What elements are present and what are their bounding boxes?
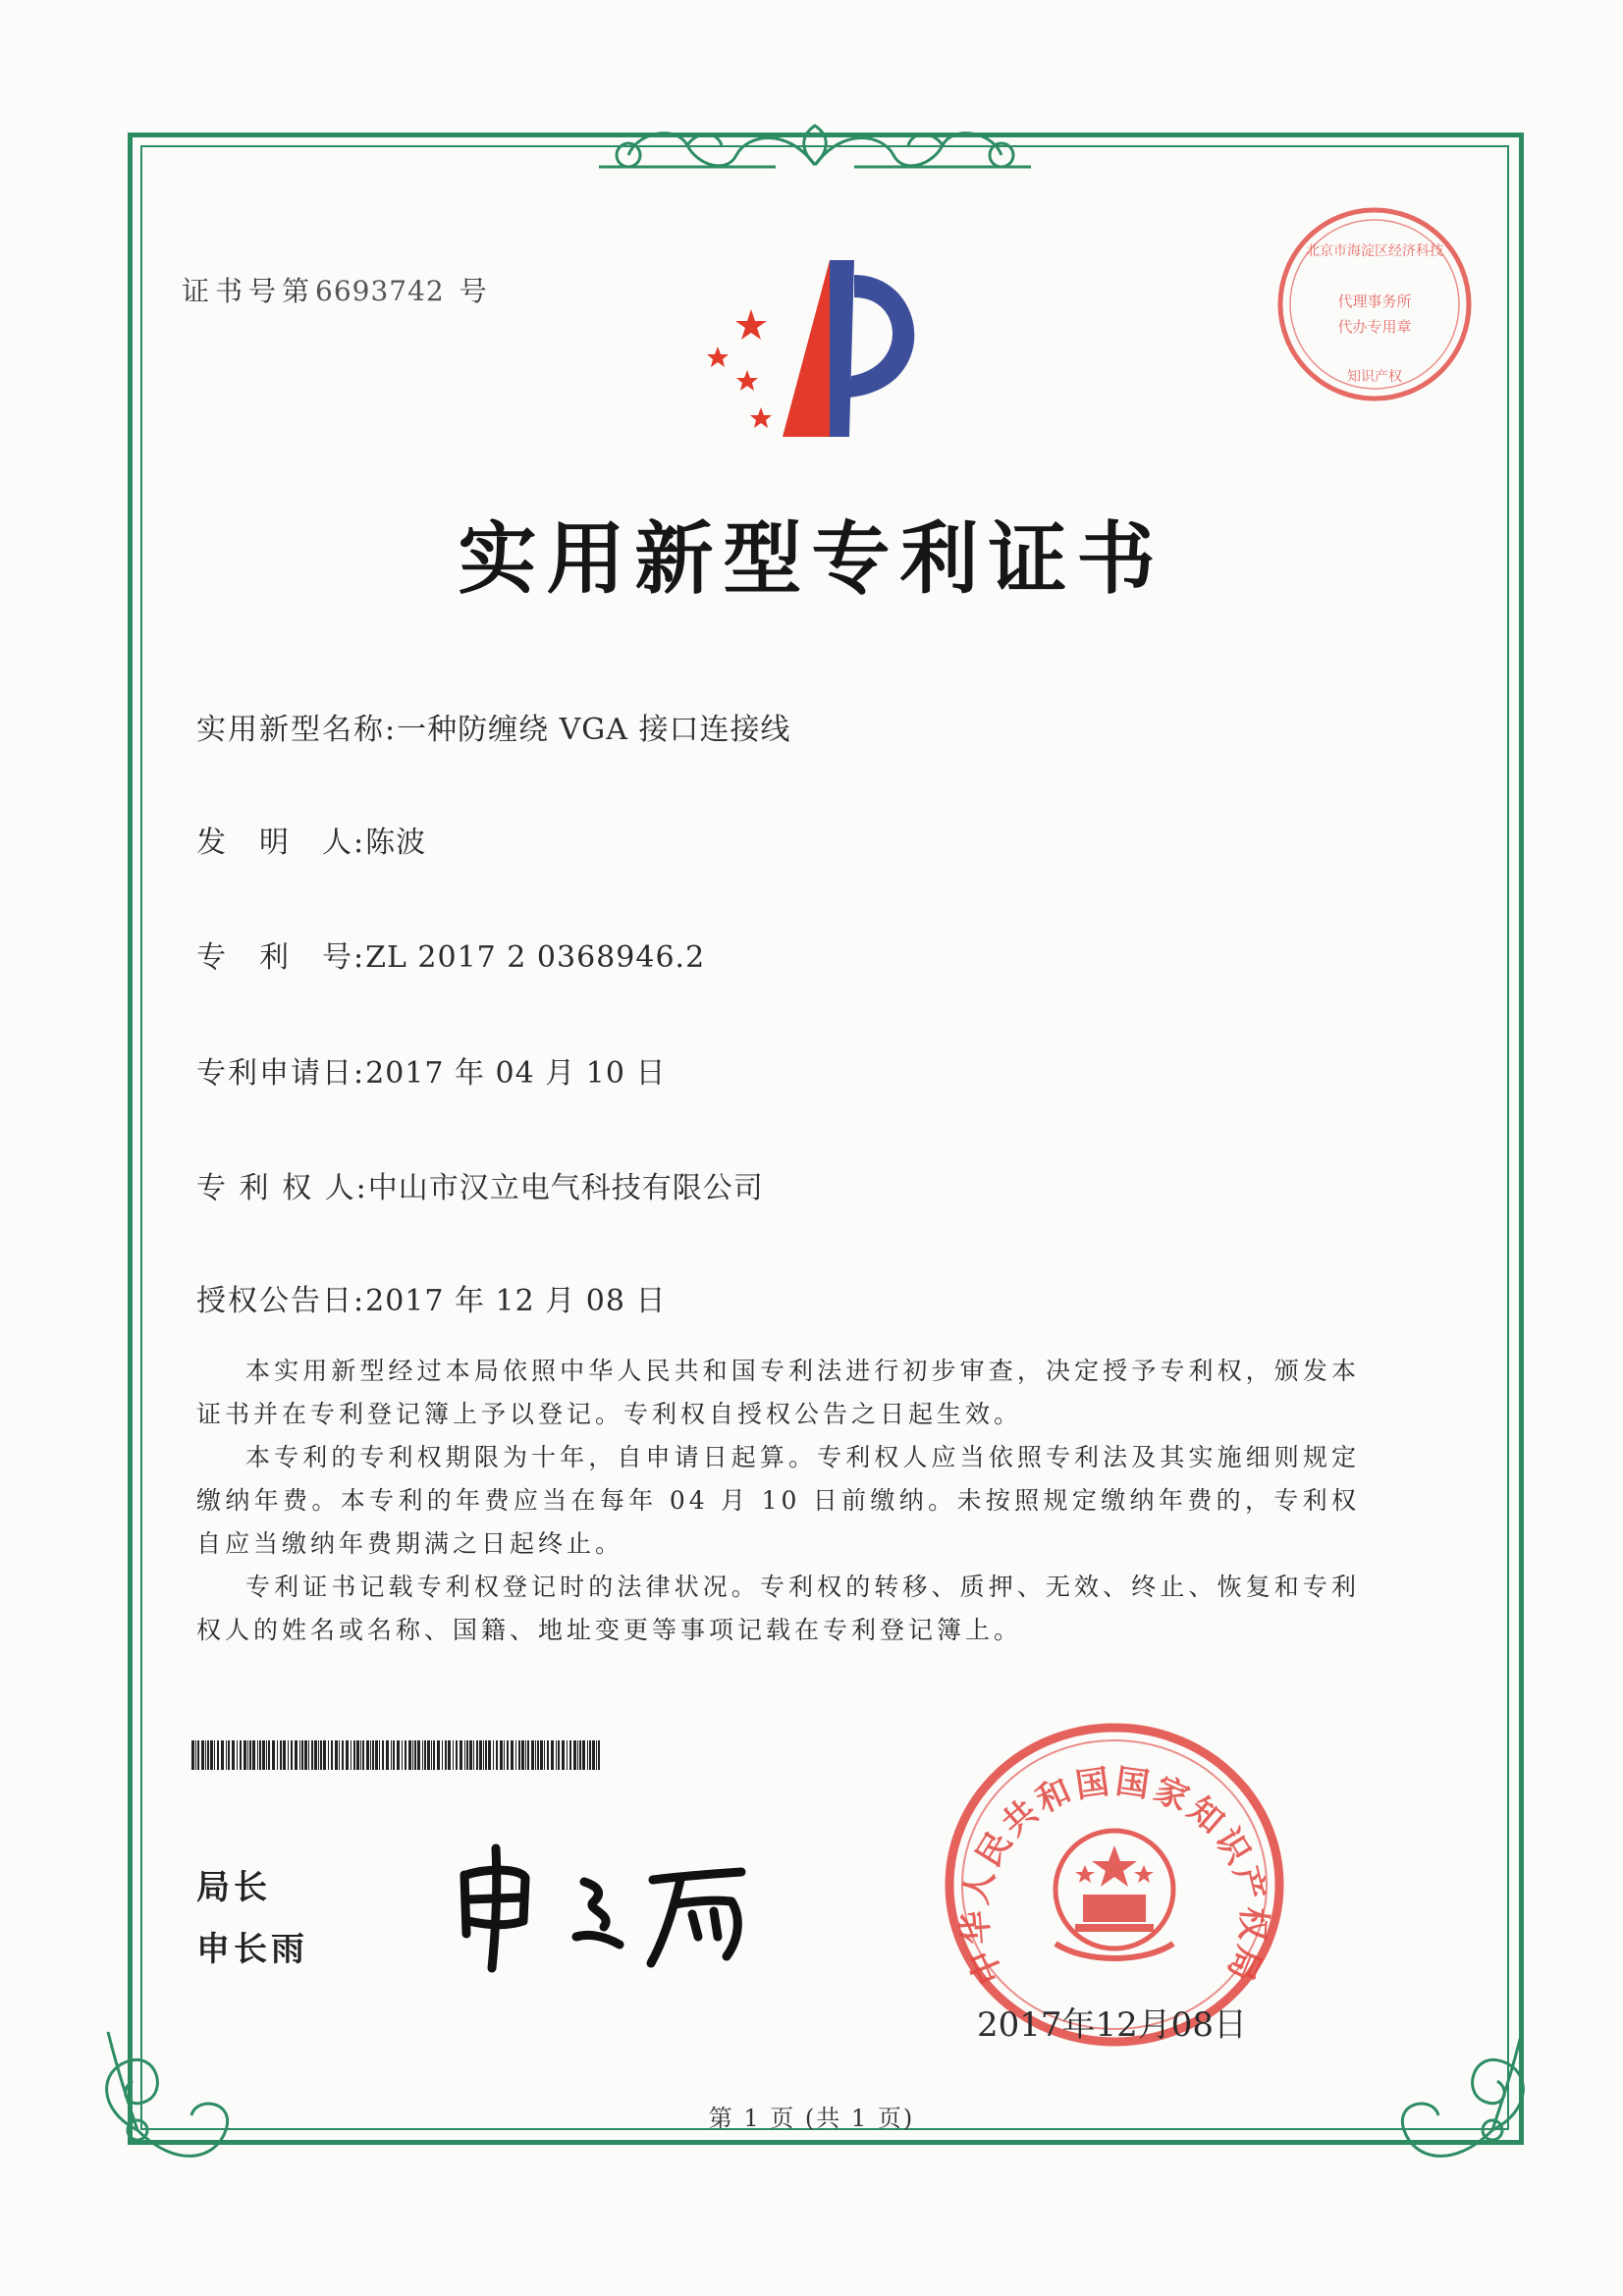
barcode-bar xyxy=(437,1740,440,1770)
barcode-bar xyxy=(266,1740,267,1770)
barcode-bar xyxy=(445,1740,447,1770)
utility-model-name-row xyxy=(196,705,790,748)
barcode-bar xyxy=(558,1740,560,1770)
barcode-bar xyxy=(291,1740,293,1770)
barcode-bar xyxy=(442,1740,443,1770)
barcode-bar xyxy=(540,1740,543,1770)
barcode-bar xyxy=(386,1740,389,1770)
svg-text:知识产权: 知识产权 xyxy=(1347,369,1402,385)
barcode-bar xyxy=(299,1740,300,1770)
barcode-bar xyxy=(573,1740,576,1770)
barcode-bar xyxy=(537,1740,539,1770)
utility-model-name-value: 一种防缠绕 VGA 接口连接线 xyxy=(397,713,791,747)
filing-date-value: 2017 年 04 月 10 日 xyxy=(365,1056,667,1091)
patentee-row xyxy=(196,1163,764,1206)
barcode-bar xyxy=(427,1740,430,1770)
barcode-icon xyxy=(191,1740,604,1770)
barcode-bar xyxy=(252,1740,255,1770)
patentee-label: 专 利 权 人: xyxy=(196,1171,368,1205)
grant-date-value: 2017 年 12 月 08 日 xyxy=(365,1284,667,1318)
certificate-title: 实用新型专利证书 xyxy=(458,513,1165,605)
top-ornament-icon xyxy=(579,106,1051,194)
barcode-bar xyxy=(237,1740,238,1770)
barcode-bar xyxy=(577,1740,578,1770)
barcode-bar xyxy=(535,1740,536,1770)
barcode-bar xyxy=(453,1740,454,1770)
barcode-bar xyxy=(473,1740,474,1770)
barcode-bar xyxy=(556,1740,557,1770)
barcode-bar xyxy=(226,1740,227,1770)
barcode-bar xyxy=(323,1740,326,1770)
barcode-bar xyxy=(476,1740,478,1770)
certificate-number xyxy=(182,270,493,309)
barcode-bar xyxy=(311,1740,313,1770)
barcode-bar xyxy=(228,1740,230,1770)
barcode-bar xyxy=(592,1740,595,1770)
barcode-bar xyxy=(414,1740,416,1770)
barcode-bar xyxy=(518,1740,520,1770)
patent-number-value: ZL 2017 2 0368946.2 xyxy=(365,940,706,975)
seal-date: 2017年12月08日 xyxy=(977,2005,1248,2045)
barcode-bar xyxy=(521,1740,524,1770)
body-paragraph-2: 本专利的专利权期限为十年，自申请日起算。专利权人应当依照专利法及其实施细则规定缴纳年费。本专利的年费应当在每年 04 月 10 日前缴纳。未按照规定缴纳年费的，专利权自应当缴纳年费期满之日起终止。 xyxy=(196,1443,1360,1558)
barcode-bar xyxy=(422,1740,423,1770)
barcode-bar xyxy=(527,1740,529,1770)
barcode-bar xyxy=(397,1740,400,1770)
barcode-bar xyxy=(507,1740,509,1770)
barcode-bar xyxy=(515,1740,516,1770)
grant-date-label: 授权公告日: xyxy=(196,1284,366,1318)
barcode-bar xyxy=(342,1740,344,1770)
svg-text:北京市海淀区经济科技: 北京市海淀区经济科技 xyxy=(1306,243,1443,259)
barcode-bar xyxy=(417,1740,420,1770)
barcode-bar xyxy=(567,1740,568,1770)
barcode-bar xyxy=(485,1740,487,1770)
barcode-bar xyxy=(240,1740,242,1770)
barcode-bar xyxy=(328,1740,329,1770)
barcode-bar xyxy=(466,1740,468,1770)
barcode-bar xyxy=(496,1740,498,1770)
barcode-bar xyxy=(402,1740,403,1770)
filing-date-row xyxy=(196,1048,667,1092)
signatory-title: 局长 xyxy=(196,1868,271,1907)
barcode-bar xyxy=(257,1740,258,1770)
grant-date-row xyxy=(196,1276,667,1319)
certificate-number-label: 证书号第 xyxy=(182,275,316,307)
barcode-bar xyxy=(488,1740,491,1770)
barcode-bar xyxy=(483,1740,484,1770)
barcode-bar xyxy=(346,1740,349,1770)
barcode-bar xyxy=(277,1740,278,1770)
barcode-bar xyxy=(356,1740,359,1770)
barcode-bar xyxy=(582,1740,585,1770)
barcode-bar xyxy=(460,1740,462,1770)
barcode-bar xyxy=(272,1740,275,1770)
barcode-bar xyxy=(431,1740,432,1770)
inventor-label: 发 明 人: xyxy=(196,826,366,860)
barcode-bar xyxy=(259,1740,261,1770)
barcode-bar xyxy=(544,1740,545,1770)
patent-office-logo-icon xyxy=(692,250,938,447)
big-seal-text: 中华人民共和国国家知识产权局 xyxy=(955,1761,1273,1990)
barcode-bar xyxy=(587,1740,588,1770)
signatory-name: 申长雨 xyxy=(196,1930,308,1969)
patent-number-row xyxy=(196,933,705,976)
certificate-number-value: 6693742 xyxy=(315,275,445,307)
barcode-bar xyxy=(304,1740,307,1770)
barcode-bar xyxy=(268,1740,270,1770)
barcode-bar xyxy=(366,1740,369,1770)
svg-text:代理事务所: 代理事务所 xyxy=(1337,293,1412,310)
barcode-bar xyxy=(589,1740,591,1770)
body-paragraph-3: 专利证书记载专利权登记时的法律状况。专利权的转移、质押、无效、终止、恢复和专利权人的姓名或名称、国籍、地址变更等事项记载在专利登记簿上。 xyxy=(196,1573,1360,1644)
barcode-bar xyxy=(197,1740,199,1770)
barcode-bar xyxy=(247,1740,248,1770)
barcode-bar xyxy=(433,1740,435,1770)
barcode-bar xyxy=(331,1740,333,1770)
inventor-value: 陈波 xyxy=(365,826,427,860)
barcode-bar xyxy=(308,1740,309,1770)
barcode-bar xyxy=(372,1740,374,1770)
barcode-bar xyxy=(375,1740,378,1770)
barcode-bar xyxy=(531,1740,534,1770)
barcode-bar xyxy=(525,1740,526,1770)
barcode-bar xyxy=(195,1740,196,1770)
barcode-bar xyxy=(232,1740,235,1770)
barcode-bar xyxy=(412,1740,413,1770)
barcode-bar xyxy=(408,1740,411,1770)
barcode-bar xyxy=(217,1740,219,1770)
barcode-bar xyxy=(370,1740,371,1770)
barcode-bar xyxy=(382,1740,384,1770)
barcode-bar xyxy=(288,1740,289,1770)
utility-model-name-label: 实用新型名称: xyxy=(196,713,398,747)
barcode-bar xyxy=(210,1740,213,1770)
barcode-bar xyxy=(379,1740,380,1770)
barcode-bar xyxy=(493,1740,494,1770)
barcode-bar xyxy=(569,1740,571,1770)
agency-seal-icon xyxy=(1267,196,1483,412)
patent-number-label: 专 利 号: xyxy=(196,940,366,975)
barcode-bar xyxy=(207,1740,209,1770)
barcode-bar xyxy=(280,1740,282,1770)
barcode-bar xyxy=(283,1740,286,1770)
barcode-bar xyxy=(464,1740,465,1770)
barcode-bar xyxy=(448,1740,451,1770)
barcode-bar xyxy=(314,1740,317,1770)
barcode-bar xyxy=(551,1740,554,1770)
barcode-bar xyxy=(562,1740,565,1770)
barcode-bar xyxy=(393,1740,395,1770)
barcode-bar xyxy=(339,1740,340,1770)
barcode-bar xyxy=(249,1740,251,1770)
barcode-bar xyxy=(201,1740,204,1770)
barcode-bar xyxy=(511,1740,514,1770)
barcode-bar xyxy=(301,1740,303,1770)
barcode-bar xyxy=(598,1740,600,1770)
barcode-bar xyxy=(351,1740,352,1770)
inventor-row xyxy=(196,818,426,861)
patentee-value: 中山市汉立电气科技有限公司 xyxy=(367,1171,764,1205)
certificate-number-suffix: 号 xyxy=(459,275,493,307)
barcode-bar xyxy=(424,1740,426,1770)
barcode-bar xyxy=(500,1740,503,1770)
barcode-bar xyxy=(362,1740,364,1770)
barcode-bar xyxy=(318,1740,319,1770)
handwritten-signature-icon xyxy=(447,1831,800,1978)
barcode-bar xyxy=(391,1740,392,1770)
svg-text:代办专用章: 代办专用章 xyxy=(1337,318,1412,336)
barcode-bar xyxy=(191,1740,194,1770)
barcode-bar xyxy=(360,1740,361,1770)
barcode-bar xyxy=(295,1740,298,1770)
barcode-bar xyxy=(504,1740,505,1770)
filing-date-label: 专利申请日: xyxy=(196,1056,366,1091)
page-number: 第 1 页 (共 1 页) xyxy=(708,2105,915,2132)
barcode-bar xyxy=(262,1740,265,1770)
barcode-bar xyxy=(214,1740,215,1770)
barcode-bar xyxy=(479,1740,482,1770)
barcode-bar xyxy=(320,1740,322,1770)
barcode-bar xyxy=(405,1740,406,1770)
barcode-bar xyxy=(579,1740,581,1770)
barcode-bar xyxy=(243,1740,246,1770)
barcode-bar xyxy=(456,1740,458,1770)
barcode-bar xyxy=(221,1740,224,1770)
barcode-bar xyxy=(205,1740,206,1770)
certificate-body xyxy=(196,1350,1360,1652)
barcode-bar xyxy=(335,1740,338,1770)
barcode-bar xyxy=(547,1740,549,1770)
body-paragraph-1: 本实用新型经过本局依照中华人民共和国专利法进行初步审查，决定授予专利权，颁发本证书并在专利登记簿上予以登记。专利权自授权公告之日起生效。 xyxy=(196,1357,1360,1428)
barcode-bar xyxy=(353,1740,355,1770)
barcode-bar xyxy=(469,1740,472,1770)
barcode-bar xyxy=(596,1740,597,1770)
